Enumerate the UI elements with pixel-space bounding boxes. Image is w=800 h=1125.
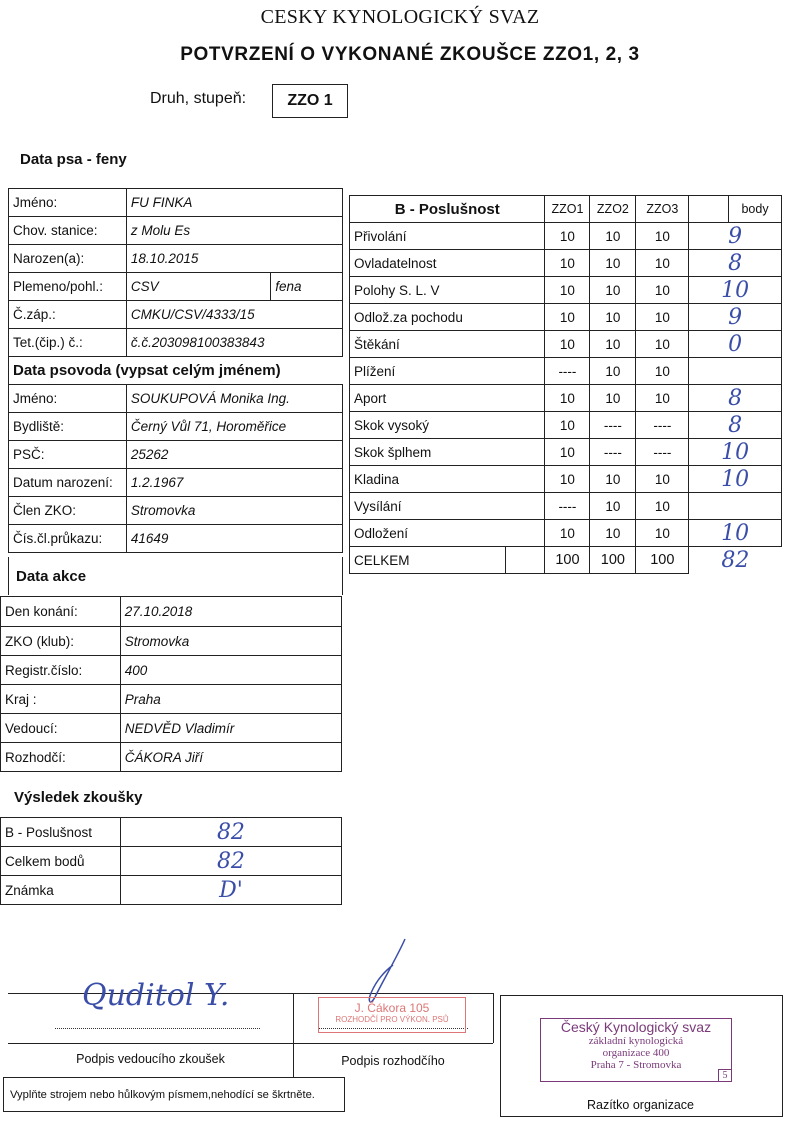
obedience-zzo3-value: 10 (636, 304, 689, 331)
obedience-total-label: CELKEM (350, 547, 506, 574)
dog-label: Jméno: (9, 189, 127, 217)
obedience-zzo2-value: 10 (590, 223, 636, 250)
obedience-zzo1-value: 10 (545, 250, 590, 277)
table-row (350, 277, 782, 304)
table-row (9, 301, 343, 329)
obedience-points-value: 10 (689, 520, 782, 547)
handler-label: Čís.čl.průkazu: (9, 525, 127, 553)
obedience-zzo3-value: ---- (636, 412, 689, 439)
table-row (9, 385, 343, 413)
table-row (350, 547, 782, 574)
event-date-value: 27.10.2018 (120, 597, 341, 627)
obedience-points-value: 8 (689, 385, 782, 412)
obedience-zzo1-value: 10 (545, 439, 590, 466)
table-row (9, 217, 343, 245)
dog-sex-value: fena (271, 273, 343, 301)
dog-label: Č.záp.: (9, 301, 127, 329)
obedience-zzo2-value: 10 (590, 520, 636, 547)
obedience-points-value: 10 (689, 466, 782, 493)
handler-label: Bydliště: (9, 413, 127, 441)
obedience-zzo3-value: 10 (636, 358, 689, 385)
handler-card-value: 41649 (126, 525, 342, 553)
obedience-zzo2-value: 10 (590, 358, 636, 385)
obedience-zzo1-value: ---- (545, 358, 590, 385)
table-row (1, 656, 342, 685)
obedience-exercise-name: Ovladatelnost (350, 250, 545, 277)
handler-zip-value: 25262 (126, 441, 342, 469)
obedience-zzo1-value: 10 (545, 412, 590, 439)
event-label: Vedoucí: (1, 714, 121, 743)
obedience-zzo1-value: 10 (545, 277, 590, 304)
table-row (350, 358, 782, 385)
event-leader-value: NEDVĚD Vladimír (120, 714, 341, 743)
obedience-exercise-name: Skok vysoký (350, 412, 545, 439)
result-label: B - Poslušnost (1, 818, 121, 847)
result-table (0, 817, 342, 905)
table-row (9, 497, 343, 525)
handler-address-value: Černý Vůl 71, Horoměřice (126, 413, 342, 441)
event-reg-value: 400 (120, 656, 341, 685)
table-row (9, 273, 343, 301)
table-row (350, 223, 782, 250)
obedience-points-value: 9 (689, 304, 782, 331)
handler-label: Jméno: (9, 385, 127, 413)
dog-table (8, 188, 343, 553)
event-region-value: Praha (120, 685, 341, 714)
obedience-zzo3-value: 10 (636, 520, 689, 547)
obedience-zzo2-value: 10 (590, 466, 636, 493)
obedience-header-name: B - Poslušnost (350, 196, 545, 223)
dog-label: Chov. stanice: (9, 217, 127, 245)
handler-label: PSČ: (9, 441, 127, 469)
obedience-zzo2-value: ---- (590, 439, 636, 466)
dog-section-title: Data psa - feny (20, 151, 127, 168)
event-label: Den konání: (1, 597, 121, 627)
obedience-zzo3-value: 10 (636, 223, 689, 250)
obedience-zzo2-value: 10 (590, 493, 636, 520)
table-row (9, 189, 343, 217)
table-row (350, 331, 782, 358)
obedience-zzo3-value: 10 (636, 466, 689, 493)
dog-name-value: FU FINKA (126, 189, 342, 217)
obedience-points-value: 9 (689, 223, 782, 250)
obedience-total-body: 82 (689, 547, 782, 574)
event-table (0, 596, 342, 772)
table-row (9, 245, 343, 273)
obedience-zzo3-value: 10 (636, 493, 689, 520)
leader-signature: Quditol Y. (82, 978, 230, 1013)
handler-label: Člen ZKO: (9, 497, 127, 525)
obedience-zzo3-value: 10 (636, 331, 689, 358)
result-total-value: 82 (120, 847, 341, 876)
result-label: Známka (1, 876, 121, 905)
obedience-zzo1-value: 10 (545, 385, 590, 412)
obedience-zzo2-value: 10 (590, 385, 636, 412)
obedience-exercise-name: Odložení (350, 520, 545, 547)
obedience-zzo1-value: 10 (545, 223, 590, 250)
dog-registry-value: CMKU/CSV/4333/15 (126, 301, 342, 329)
table-row (350, 304, 782, 331)
table-row (1, 876, 342, 905)
stamp-line: základní kynologická (588, 1035, 684, 1047)
obedience-zzo3-value: ---- (636, 439, 689, 466)
obedience-header-zzo3: ZZO3 (636, 196, 689, 223)
obedience-points-value (689, 493, 782, 520)
event-label: Kraj : (1, 685, 121, 714)
dog-label: Plemeno/pohl.: (9, 273, 127, 301)
table-row (9, 441, 343, 469)
dog-chip-value: č.č.203098100383843 (126, 329, 342, 357)
obedience-header-zzo1: ZZO1 (545, 196, 590, 223)
obedience-zzo2-value: 10 (590, 250, 636, 277)
dog-label: Tet.(čip.) č.: (9, 329, 127, 357)
event-judge-value: ČÁKORA Jiří (120, 743, 341, 772)
judge-stamp-sub: ROZHODČÍ PRO VÝKON. PSŮ (335, 1015, 449, 1024)
obedience-exercise-name: Aport (350, 385, 545, 412)
form-title: POTVRZENÍ O VYKONANÉ ZKOUŠCE ZZO1, 2, 3 (180, 44, 640, 65)
handler-birth-value: 1.2.1967 (126, 469, 342, 497)
table-row (1, 818, 342, 847)
obedience-header-body: body (729, 196, 782, 223)
obedience-zzo1-value: 10 (545, 466, 590, 493)
table-row (350, 439, 782, 466)
obedience-zzo2-value: 10 (590, 331, 636, 358)
obedience-total-zzo2: 100 (590, 547, 636, 574)
obedience-points-value (689, 358, 782, 385)
druh-label: Druh, stupeň: (150, 90, 247, 107)
table-row (1, 685, 342, 714)
judge-stamp-text: J. Čákora 105 (354, 1001, 430, 1015)
sig-judge-label: Podpis rozhodčího (341, 1054, 445, 1068)
dog-birth-value: 18.10.2015 (126, 245, 342, 273)
sig-leader-label: Podpis vedoucího zkoušek (76, 1052, 225, 1066)
result-grade-value: D' (120, 876, 341, 905)
obedience-exercise-name: Kladina (350, 466, 545, 493)
handler-club-value: Stromovka (126, 497, 342, 525)
obedience-exercise-name: Vysílání (350, 493, 545, 520)
obedience-zzo3-value: 10 (636, 385, 689, 412)
obedience-zzo3-value: 10 (636, 250, 689, 277)
stamp-number: 5 (718, 1069, 732, 1082)
handler-label: Datum narození: (9, 469, 127, 497)
obedience-zzo1-value: 10 (545, 331, 590, 358)
result-section-title: Výsledek zkoušky (14, 789, 143, 806)
table-row (1, 627, 342, 656)
dog-label: Narozen(a): (9, 245, 127, 273)
table-row (1, 597, 342, 627)
result-obedience-value: 82 (120, 818, 341, 847)
dog-breed-value: CSV (126, 273, 270, 301)
handler-name-value: SOUKUPOVÁ Monika Ing. (126, 385, 342, 413)
obedience-points-value: 10 (689, 439, 782, 466)
obedience-zzo2-value: 10 (590, 277, 636, 304)
table-row (1, 714, 342, 743)
obedience-total-zzo1: 100 (545, 547, 590, 574)
obedience-zzo3-value: 10 (636, 277, 689, 304)
result-label: Celkem bodů (1, 847, 121, 876)
obedience-zzo2-value: ---- (590, 412, 636, 439)
table-row (350, 196, 782, 223)
table-row (350, 493, 782, 520)
stamp-line: Český Kynologický svaz (560, 1019, 712, 1035)
stamp-line: organizace 400 (602, 1047, 670, 1059)
event-label: ZKO (klub): (1, 627, 121, 656)
table-row (9, 469, 343, 497)
druh-value: ZZO 1 (272, 84, 348, 118)
organization-stamp (540, 1018, 732, 1082)
obedience-exercise-name: Plížení (350, 358, 545, 385)
event-label: Rozhodčí: (1, 743, 121, 772)
table-row (350, 412, 782, 439)
obedience-header-zzo2: ZZO2 (590, 196, 636, 223)
event-label: Registr.číslo: (1, 656, 121, 685)
obedience-points-value: 0 (689, 331, 782, 358)
table-row (350, 250, 782, 277)
obedience-zzo1-value: 10 (545, 304, 590, 331)
dog-kennel-value: z Molu Es (126, 217, 342, 245)
judge-stamp (318, 997, 466, 1033)
table-row (1, 847, 342, 876)
obedience-exercise-name: Přivolání (350, 223, 545, 250)
obedience-points-value: 10 (689, 277, 782, 304)
table-row (9, 329, 343, 357)
obedience-exercise-name: Polohy S. L. V (350, 277, 545, 304)
table-row (350, 385, 782, 412)
obedience-total-zzo3: 100 (636, 547, 689, 574)
obedience-zzo1-value: 10 (545, 520, 590, 547)
obedience-points-value: 8 (689, 250, 782, 277)
organization-name: CESKY KYNOLOGICKÝ SVAZ (260, 6, 540, 28)
stamp-label: Razítko organizace (586, 1098, 694, 1112)
handler-section-title: Data psovoda (vypsat celým jménem) (9, 357, 343, 385)
stamp-line: Praha 7 - Stromovka (590, 1059, 682, 1071)
obedience-exercise-name: Odlož.za pochodu (350, 304, 545, 331)
obedience-zzo2-value: 10 (590, 304, 636, 331)
event-club-value: Stromovka (120, 627, 341, 656)
footer-note: Vyplňte strojem nebo hůlkovým písmem,nehodící se škrtněte. (10, 1089, 315, 1101)
table-row (9, 413, 343, 441)
table-row (350, 520, 782, 547)
obedience-zzo1-value: ---- (545, 493, 590, 520)
obedience-exercise-name: Skok šplhem (350, 439, 545, 466)
table-row (350, 466, 782, 493)
obedience-exercise-name: Štěkání (350, 331, 545, 358)
obedience-points-value: 8 (689, 412, 782, 439)
table-row (9, 525, 343, 553)
obedience-table (349, 195, 782, 574)
table-row (1, 743, 342, 772)
event-section-title: Data akce (16, 568, 87, 585)
